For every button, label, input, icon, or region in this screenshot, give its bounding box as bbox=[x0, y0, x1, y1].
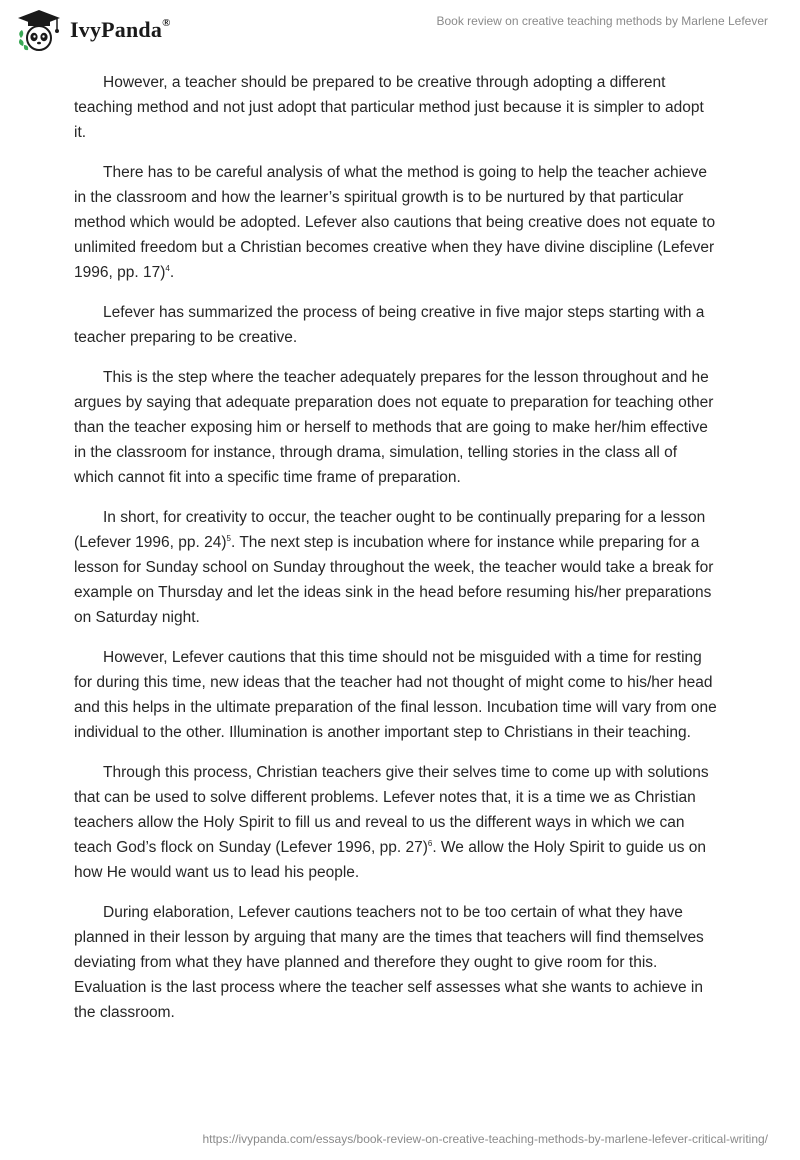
paragraph: However, Lefever cautions that this time should not be misguided with a time for resting for during this time, new ideas that the teacher had not thought of might come to his/her head and this helps in the ultimate preparation of the final lesson. Incubation time will vary from one individual to the other. Illumination is another important step to Christians in their teaching. bbox=[74, 649, 717, 741]
brand-logo[interactable] bbox=[14, 8, 171, 52]
footnote-ref[interactable]: 5 bbox=[226, 533, 231, 543]
brand-name: IvyPanda® bbox=[70, 16, 171, 42]
paragraph: There has to be careful analysis of what the method is going to help the teacher achieve in the classroom and how the learner’s spiritual growth is to be nurtured by that particular method which would be adopted. Lefever also cautions that being creative does not equate to unlimited freedom but a Christian becomes creative when they have divine discipline (Lefever 1996, pp. 17)$^4$. bbox=[74, 164, 716, 281]
source-url[interactable]: https://ivypanda.com/essays/book-review-on-creative-teaching-methods-by-marlene-lefever-critical-writing/ bbox=[202, 1132, 768, 1146]
document-title: Book review on creative teaching methods by Marlene Lefever bbox=[436, 14, 768, 28]
paragraph: Through this process, Christian teachers give their selves time to come up with solutions that can be used to solve different problems. Lefever notes that, it is a time we as Christian teachers allow the Holy Spirit to fill us and reveal to us the different ways in which we can teach God’s flock on Sunday (Lefever 1996, pp. 27)$^6$. We allow the Holy Spirit to guide us on how He would want us to lead his people. bbox=[74, 764, 709, 881]
essay-body bbox=[74, 70, 720, 1040]
paragraph: In short, for creativity to occur, the teacher ought to be continually preparing for a lesson (Lefever 1996, pp. 24)$^5$. The next step is incubation where for instance while preparing for a lesson for Sunday school on Sunday throughout the week, the teacher would take a break for example on Thursday and let the ideas sink in the head before resuming his/her preparations on Saturday night. bbox=[74, 509, 714, 626]
paragraph: Lefever has summarized the process of being creative in five major steps starting with a teacher preparing to be creative. bbox=[74, 304, 705, 346]
ivypanda-logo-icon bbox=[14, 8, 64, 52]
paragraph: This is the step where the teacher adequately prepares for the lesson throughout and he argues by saying that adequate preparation does not equate to preparation for teaching other than the teacher exposing him or herself to methods that are going to make her/him effective in the classroom for instance, through drama, simulation, telling stories in the class all of which cannot fit into a specific time frame of preparation. bbox=[74, 369, 714, 486]
footnote-ref[interactable]: 6 bbox=[427, 838, 433, 848]
paragraph: However, a teacher should be prepared to be creative through adopting a different teaching method and not just adopt that particular method just because it is simpler to adopt it. bbox=[74, 74, 704, 141]
paragraph: During elaboration, Lefever cautions teachers not to be too certain of what they have planned in their lesson by arguing that many are the times that teachers will find themselves deviating from what they have planned and therefore they ought to give room for this. Evaluation is the last process where the teacher self assesses what she wants to achieve in the classroom. bbox=[74, 904, 704, 1021]
footnote-ref[interactable]: 4 bbox=[165, 263, 170, 273]
page-header bbox=[0, 0, 800, 60]
